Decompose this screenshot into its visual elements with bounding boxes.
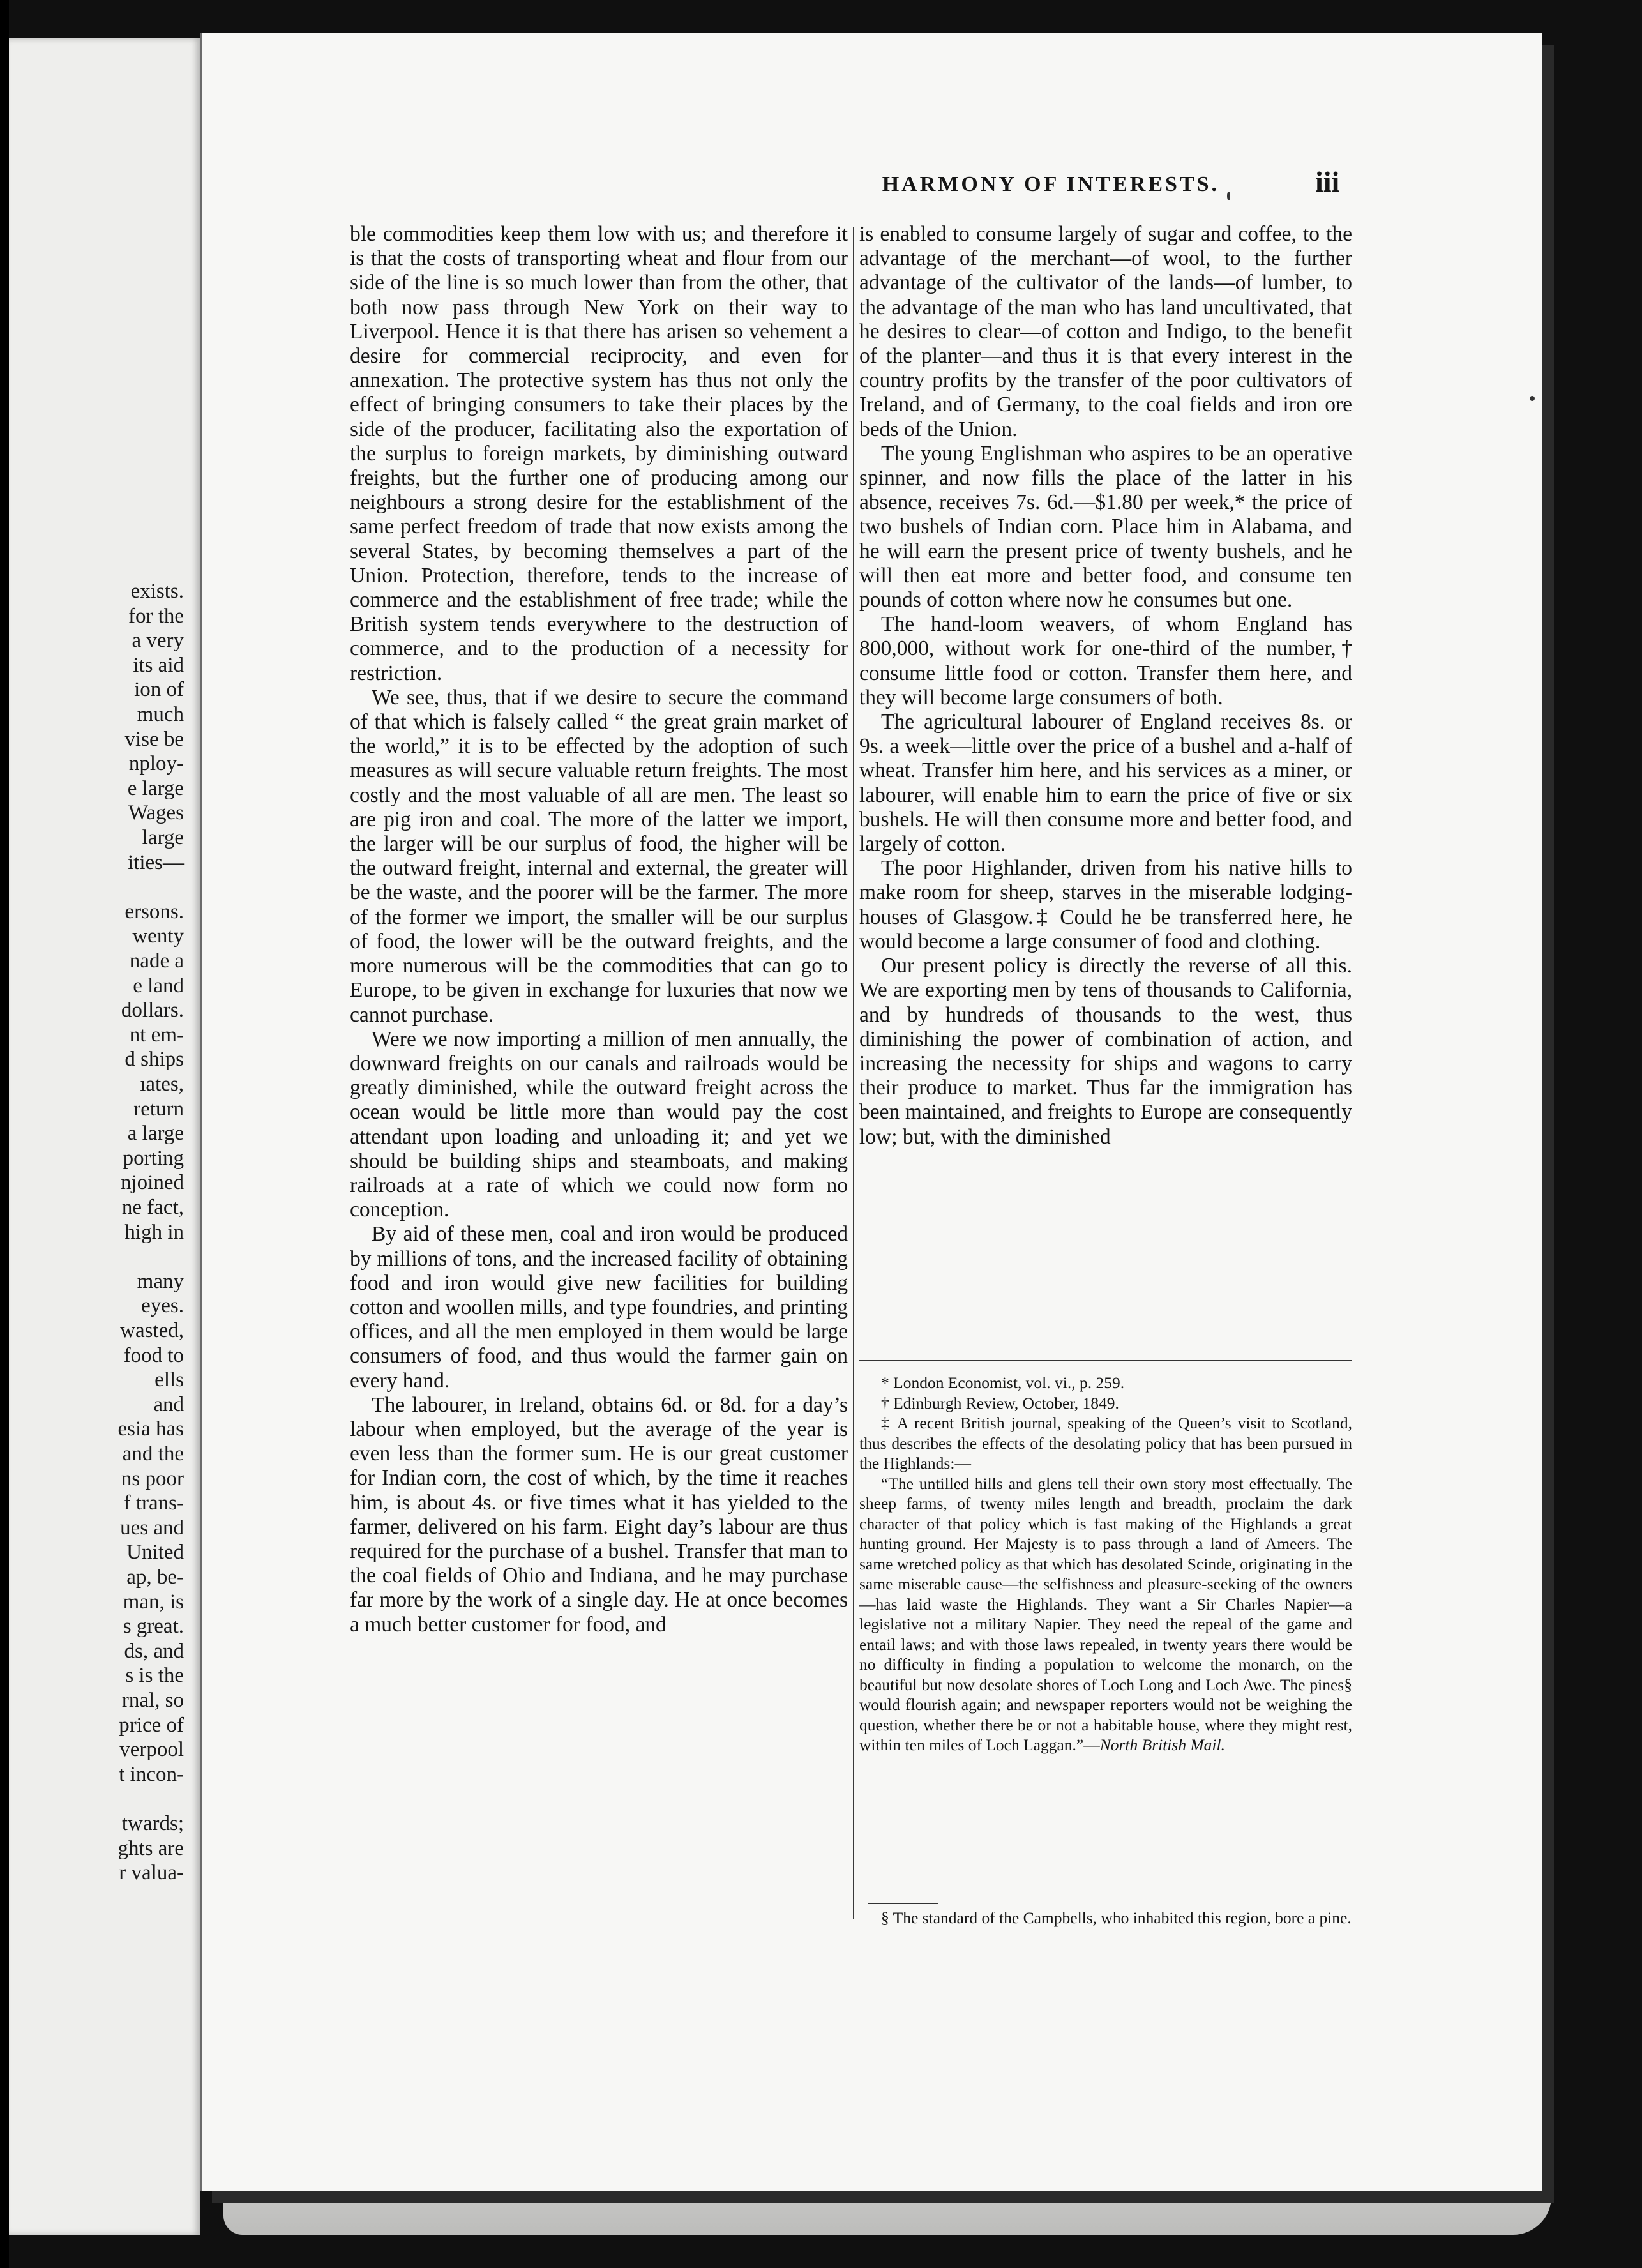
paragraph: We see, thus, that if we desire to secure the command of that which is falsely called “ the great grain market of the world,” it is to be effected by the adoption of such measures as will secure valuable return freights. The most costly and the most valuable of all are men. The least so are pig iron and coal. The more of the latter we import, the larger will be our surplus of food, the higher will be the outward freight, internal and external, the greater will be the waste, and the poorer will be the farmer. The more of the former we import, the smaller will be our surplus of food, the lower will be the outward freights, and the more numerous will be the commodities that can go to Europe, to be given in exchange for luxuries that now we cannot purchase. [350, 685, 848, 1027]
previous-page-line: a large [127, 1122, 184, 1145]
footnote: † Edinburgh Review, October, 1849. [881, 1393, 1119, 1412]
footnote-rule-short [868, 1903, 938, 1904]
previous-page-line: United [126, 1541, 184, 1564]
previous-page-line: large [142, 826, 184, 849]
paragraph: Our present policy is directly the reverse of all this. We are exporting men by tens of thousands to California, and by hundreds of thousands to the west, thus diminishing the power of combination of action, and increasing the necessity for ships and wagons to carry their produce to market. Thus far the immigration has been maintained, and freights to Europe are consequently low; but, with the diminished [859, 954, 1352, 1149]
previous-page-line: twards; [121, 1812, 184, 1835]
previous-page-line: for the [128, 604, 184, 628]
previous-page-line: much [137, 703, 184, 726]
previous-page-line: njoined [121, 1171, 184, 1195]
previous-page-line: e land [133, 974, 184, 997]
paragraph: The labourer, in Ireland, obtains 6d. or 8d. for a day’s labour when employed, but the average of the year is even less than the former sum. He is our great customer for Indian corn, the cost of which, by the time it reaches him, is about 4s. or five times what it has yielded to the farmer, delivered on his farm. Eight day’s labour are thus required for the purchase of a bushel. Transfer that man to the coal fields of Ohio and Indiana, and he may purchase far more by the work of a single day. He at once becomes a much better customer for food, and [350, 1393, 848, 1637]
ink-speck [1227, 192, 1230, 200]
previous-page-line: and [153, 1393, 184, 1416]
previous-page-line: its aid [133, 653, 184, 677]
previous-page-line: dollars. [121, 999, 184, 1022]
paragraph: The agricultural labourer of England receives 8s. or 9s. a week—little over the price of a bushel and a-half of wheat. Transfer him here, and his services as a miner, or labourer, will enable him to earn the price of five or six bushels. He will then consume more and better food, and largely of cotton. [859, 710, 1352, 856]
previous-page-line: many [137, 1269, 184, 1293]
quote-text: “The untilled hills and glens tell their own story most effectually. The sheep farms, of twenty miles length and breadth, proclaim the dark character of that policy which is fast making of the Highlands a great hunting ground. Her Majesty is to pass through a land of Ameers. The same wretched policy as that which has desolated Scinde, originating in the same miserable cause—the selfishness and pleasure-seeking of the owners—has laid waste the Highlands. They want a Sir Charles Napier—a legislative not a military Napier. They need the repeal of the game and entail laws; and with those laws repealed, in twenty years there would be no difficulty in finding a population to welcome the monarch, on the beautiful but now desolate shores of Loch Long and Loch Awe. The pines§ would flourish again; and newspaper reporters would not be weighing the question, whether there be or not a habitable house, where they might rest, within ten miles of Loch Laggan.”— [859, 1474, 1352, 1754]
right-column [859, 222, 1352, 1149]
previous-page-line: exists. [130, 580, 184, 603]
paragraph: The poor Highlander, driven from his native hills to make room for sheep, starves in the miserable lodging-houses of Glasgow.‡ Could he be transferred here, he would become a large consumer of food and clothing. [859, 856, 1352, 953]
previous-page-line: ns poor [121, 1467, 184, 1490]
footnote: * London Economist, vol. vi., p. 259. [881, 1373, 1125, 1392]
footnote-quote [859, 1474, 1352, 1755]
scan-border [0, 0, 9, 2268]
previous-page-line: and the [122, 1442, 184, 1465]
quote-source: North British Mail. [1099, 1735, 1225, 1754]
previous-page-line: ghts are [117, 1836, 184, 1860]
previous-page-line: nploy- [128, 752, 184, 776]
paragraph: The hand-loom weavers, of whom England has 800,000, without work for one-third of the number,† consume little food or cotton. Transfer them here, and they will become large consumers of both. [859, 612, 1352, 709]
previous-page-line: esia has [117, 1418, 184, 1441]
previous-page-line: d ships [124, 1048, 184, 1071]
footnote-rule [859, 1360, 1352, 1361]
column-divider [853, 227, 854, 1919]
previous-page-line: verpool [119, 1738, 184, 1762]
previous-page-line: return [133, 1097, 184, 1121]
previous-page-line: ersons. [124, 900, 184, 923]
previous-page-line: ds, and [124, 1639, 184, 1663]
previous-page-line: t incon- [119, 1762, 184, 1786]
previous-page-line: eyes. [141, 1294, 184, 1318]
previous-page-line: price of [119, 1713, 184, 1737]
previous-page-line: ues and [120, 1516, 184, 1539]
previous-page-line: wenty [132, 925, 184, 948]
previous-page-line: ap, be- [126, 1566, 184, 1589]
previous-page-line: man, is [123, 1590, 184, 1614]
previous-page-line: rnal, so [121, 1689, 184, 1712]
previous-page-edge [9, 38, 200, 2235]
previous-page-line: food to [123, 1343, 184, 1367]
footnotes [859, 1373, 1352, 1755]
paragraph: Were we now importing a million of men annually, the downward freights on our canals and railroads would be greatly diminished, while the outward freight across the ocean would be little more than would pay the cost attendant upon loading and unloading it; and yet we should be building ships and steamboats, and making railroads at a rate of which we could now form no conception. [350, 1027, 848, 1222]
previous-page-line: wasted, [120, 1319, 184, 1342]
running-title: HARMONY OF INTERESTS. [882, 172, 1219, 196]
previous-page-line: ıates, [140, 1073, 184, 1096]
paragraph: By aid of these men, coal and iron would be produced by millions of tons, and the increased facility of obtaining food and iron would give new facilities for building cotton and woollen mills, and type foundries, and printing offices, and all the men employed in them would be large consumers of food, and thus would the farmer gain on every hand. [350, 1222, 848, 1393]
previous-page-line: nt em- [129, 1023, 184, 1047]
paragraph: The young Englishman who aspires to be an operative spinner, and now fills the place of the latter in his absence, receives 7s. 6d.—$1.80 per week,* the price of two bushels of Indian corn. Place him in Alabama, and he will earn the present price of twenty bushels, and he will then eat more and better food, and consume ten pounds of cotton where now he consumes but one. [859, 441, 1352, 612]
previous-page-line: ion of [134, 678, 184, 702]
previous-page-line: r valua- [119, 1861, 184, 1885]
footnote-section [859, 1908, 1352, 1928]
previous-page-line: e large [127, 776, 184, 800]
previous-page-line: ells [154, 1368, 184, 1392]
previous-page-line: a very [132, 629, 184, 653]
paragraph: ble commodities keep them low with us; and therefore it is that the costs of transporting wheat and flour from our side of the line is so much lower than from the other, that both now pass through New York on their way to Liverpool. Hence it is that there has arisen so vehement a desire for commercial reciprocity, and even for annexation. The protective system has thus not only the effect of bringing consumers to take their places by the side of the producer, facilitating also the exportation of the surplus to foreign markets, by diminishing outward freights, but the further one of producing among our neighbours a strong desire for the establishment of the same perfect freedom of trade that now exists among the several States, by becoming themselves a part of the Union. Protection, therefore, tends to the increase of commerce and the establishment of free trade; while the British system tends everywhere to the destruction of commerce, and to the production of a necessity for restriction. [350, 222, 848, 685]
previous-page-line: vise be [124, 727, 184, 751]
page-number: iii [1315, 165, 1340, 198]
paragraph: is enabled to consume largely of sugar and coffee, to the advantage of the merchant—of wool, to the further advantage of the cultivator of the lands—of lumber, to the advantage of the man who has land uncultivated, that he desires to clear—of cotton and Indigo, to the benefit of the planter—and thus it is that every interest in the country profits by the transfer of the poor cultivators of Ireland, and of Germany, to the coal fields and iron ore beds of the Union. [859, 222, 1352, 441]
footnote: ‡ A recent British journal, speaking of the Queen’s visit to Scotland, thus describes the effects of the desolating policy that has been pursued in the Highlands:— [859, 1414, 1352, 1472]
previous-page-line: porting [123, 1146, 184, 1170]
ink-speck [1530, 396, 1535, 401]
previous-page-line: f trans- [123, 1492, 184, 1515]
previous-page-line: ities— [128, 850, 184, 874]
previous-page-line: nade a [129, 949, 184, 972]
previous-page-line: Wages [128, 801, 184, 825]
left-column [350, 222, 848, 1637]
previous-page-line: high in [124, 1220, 184, 1244]
footnote: § The standard of the Campbells, who inhabited this region, bore a pine. [881, 1909, 1352, 1927]
previous-page-line: s is the [125, 1664, 184, 1688]
previous-page-line: s great. [123, 1615, 184, 1638]
previous-page-line: ne fact, [121, 1196, 184, 1219]
